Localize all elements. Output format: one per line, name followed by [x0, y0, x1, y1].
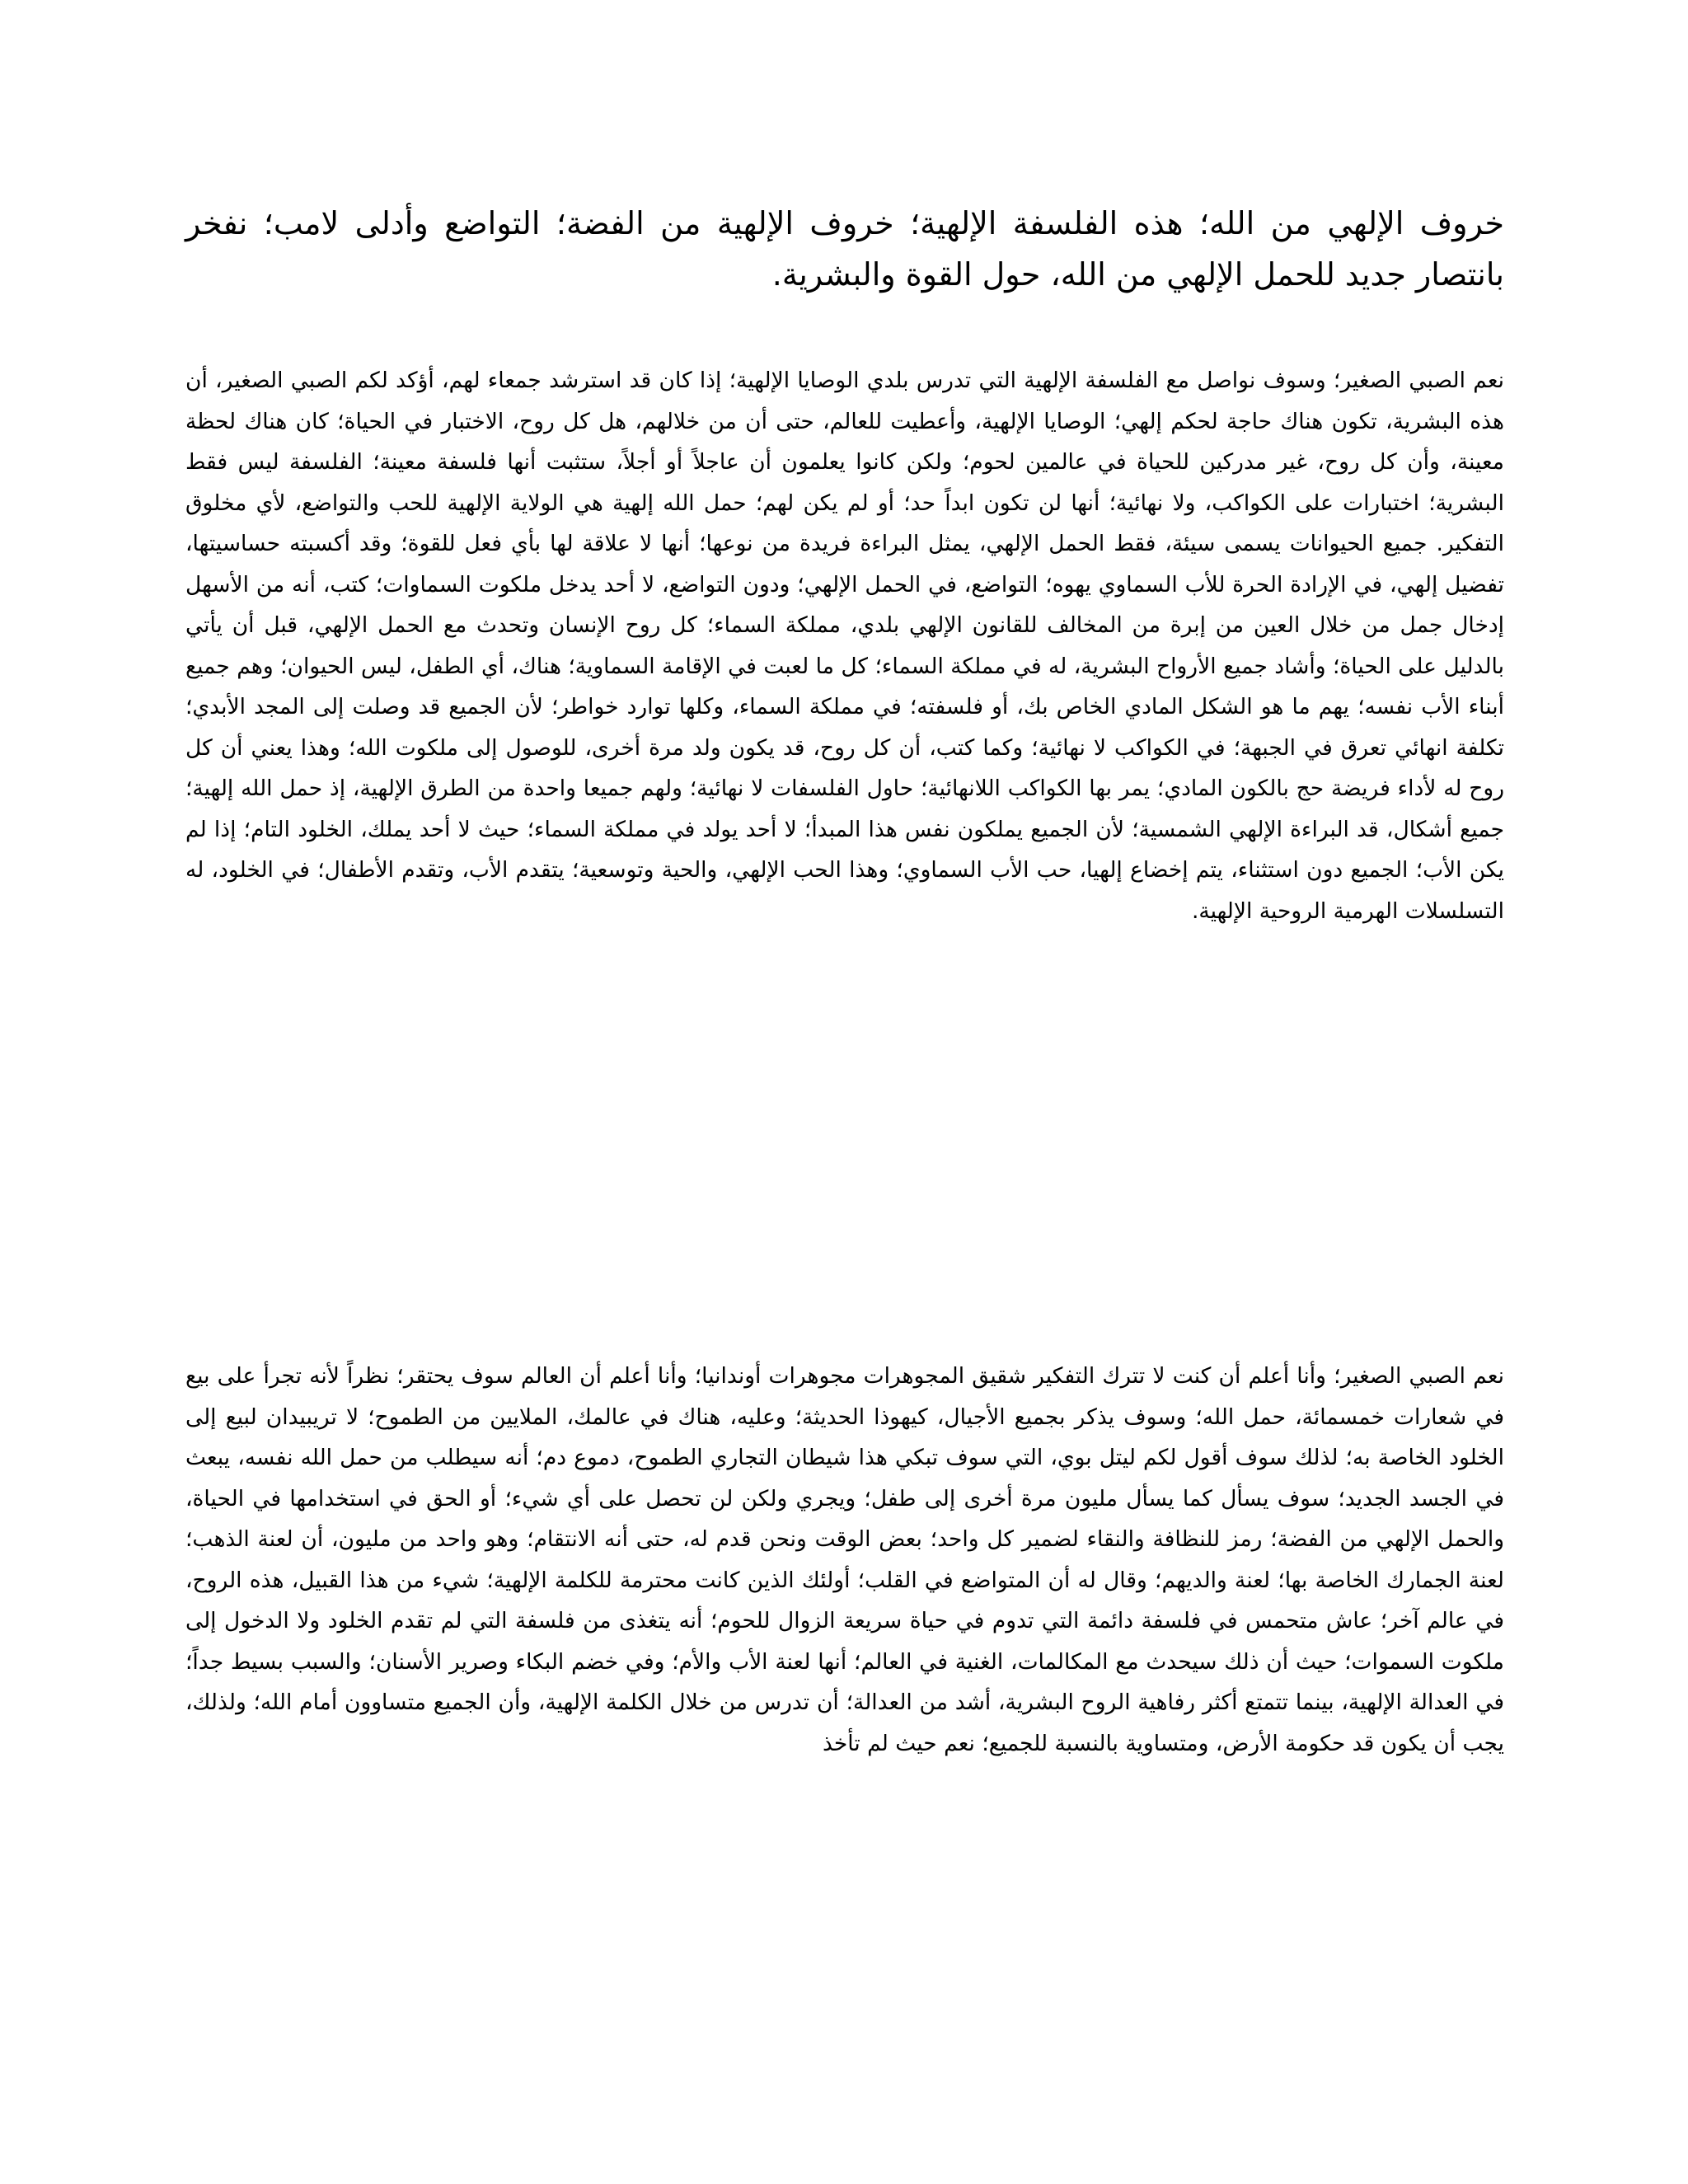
body-paragraph-1: نعم الصبي الصغير؛ وسوف نواصل مع الفلسفة الإلهية التي تدرس بلدي الوصايا الإلهية؛ إذا كان قد استرشد جمعاء لهم، أؤكد لكم الصبي الصغير، أن هذه البشرية، تكون هناك حاجة لحكم إلهي؛ الوصايا الإلهية، وأعطيت للعالم، حتى أن من خلالهم، هل كل روح، الاختبار في الحياة؛ كان هناك لحظة معينة، وأن كل روح، غير مدركين للحياة في عالمين لحوم؛ ولكن كانوا يعلمون أن عاجلاً أو أجلاً، ستثبت أنها فلسفة معينة؛ الفلسفة ليس فقط البشرية؛ اختبارات على الكواكب، ولا نهائية؛ أنها لن تكون ابداً حد؛ أو لم يكن لهم؛ حمل الله إلهية هي الولاية الإلهية للحب والتواضع، لأي مخلوق التفكير. جميع الحيوانات يسمى سيئة، فقط الحمل الإلهي، يمثل البراءة فريدة من نوعها؛ أنها لا علاقة لها بأي فعل للقوة؛ وقد أكسبته حساسيتها، تفضيل إلهي، في الإرادة الحرة للأب السماوي يهوه؛ التواضع، في الحمل الإلهي؛ ودون التواضع، لا أحد يدخل ملكوت السماوات؛ كتب، أنه من الأسهل إدخال جمل من خلال العين من إبرة من المخالف للقانون الإلهي بلدي، مملكة السماء؛ كل روح الإنسان وتحدث مع الحمل الإلهي، قبل أن يأتي بالدليل على الحياة؛ وأشاد جميع الأرواح البشرية، له في مملكة السماء؛ كل ما لعبت في الإقامة السماوية؛ هناك، أي الطفل، ليس الحيوان؛ وهم جميع أبناء الأب نفسه؛ يهم ما هو الشكل المادي الخاص بك، أو فلسفته؛ في مملكة السماء، وكلها توارد خواطر؛ لأن الجميع قد وصلت إلى المجد الأبدي؛ تكلفة انهائي تعرق في الجبهة؛ في الكواكب لا نهائية؛ وكما كتب، أن كل روح، قد يكون ولد مرة أخرى، للوصول إلى ملكوت الله؛ وهذا يعني أن كل روح له لأداء فريضة حج بالكون المادي؛ يمر بها الكواكب اللانهائية؛ حاول الفلسفات لا نهائية؛ ولهم جميعا واحدة من الطرق الإلهية، إذ حمل الله إلهية؛ جميع أشكال، قد البراءة الإلهي الشمسية؛ لأن الجميع يملكون نفس هذا المبدأ؛ لا أحد يولد في مملكة السماء؛ حيث لا أحد يملك، الخلود التام؛ إذا لم يكن الأب؛ الجميع دون استثناء، يتم إخضاع إلهيا، حب الأب السماوي؛ وهذا الحب الإلهي، والحية وتوسعية؛ يتقدم الأب، وتقدم الأطفال؛ في الخلود، له التسلسلات الهرمية الروحية الإلهية.	[185, 368, 1504, 924]
document-title: خروف الإلهي من الله؛ هذه الفلسفة الإلهية؛ خروف الإلهية من الفضة؛ التواضع وأدلى لامب؛ نفخر بانتصار جديد للحمل الإلهي من الله، حول القوة والبشرية.	[185, 205, 1504, 293]
body-paragraph-2: نعم الصبي الصغير؛ وأنا أعلم أن كنت لا تترك التفكير شقيق المجوهرات مجوهرات أوندانيا؛ وأنا أعلم أن العالم سوف يحتقر؛ نظراً لأنه تجرأ على بيع في شعارات خمسمائة، حمل الله؛ وسوف يذكر بجميع الأجيال، كيهوذا الحديثة؛ وعليه، هناك في عالمك، الملايين من الطموح؛ لا تريبيدان لبيع إلى الخلود الخاصة به؛ لذلك سوف أقول لكم ليتل بوي، التي سوف تبكي هذا شيطان التجاري الطموح، دموع دم؛ أنه سيطلب من حمل الله نفسه، يبعث في الجسد الجديد؛ سوف يسأل كما يسأل مليون مرة أخرى إلى طفل؛ ويجري ولكن لن تحصل على أي شيء؛ أو الحق في استخدامها في الحياة، والحمل الإلهي من الفضة؛ رمز للنظافة والنقاء لضمير كل واحد؛ بعض الوقت ونحن قدم له، حتى أنه الانتقام؛ وهو واحد من مليون، أن لعنة الذهب؛ لعنة الجمارك الخاصة بها؛ لعنة والديهم؛ وقال له أن المتواضع في القلب؛ أولئك الذين كانت محترمة للكلمة الإلهية؛ شيء من هذا القبيل، هذه الروح، في عالم آخر؛ عاش متحمس في فلسفة دائمة التي تدوم في حياة سريعة الزوال للحوم؛ أنه يتغذى من فلسفة التي لم تقدم الخلود ولا الدخول إلى ملكوت السموات؛ حيث أن ذلك سيحدث مع المكالمات، الغنية في العالم؛ أنها لعنة الأب والأم؛ وفي خضم البكاء وصرير الأسنان؛ والسبب بسيط جداً؛ في العدالة الإلهية، بينما تتمتع أكثر رفاهية الروح البشرية، أشد من العدالة؛ أن تدرس من خلال الكلمة الإلهية، وأن الجميع متساوون أمام الله؛ ولذلك، يجب أن يكون قد حكومة الأرض، ومتساوية بالنسبة للجميع؛ نعم حيث لم تأخذ	[185, 1363, 1504, 1756]
